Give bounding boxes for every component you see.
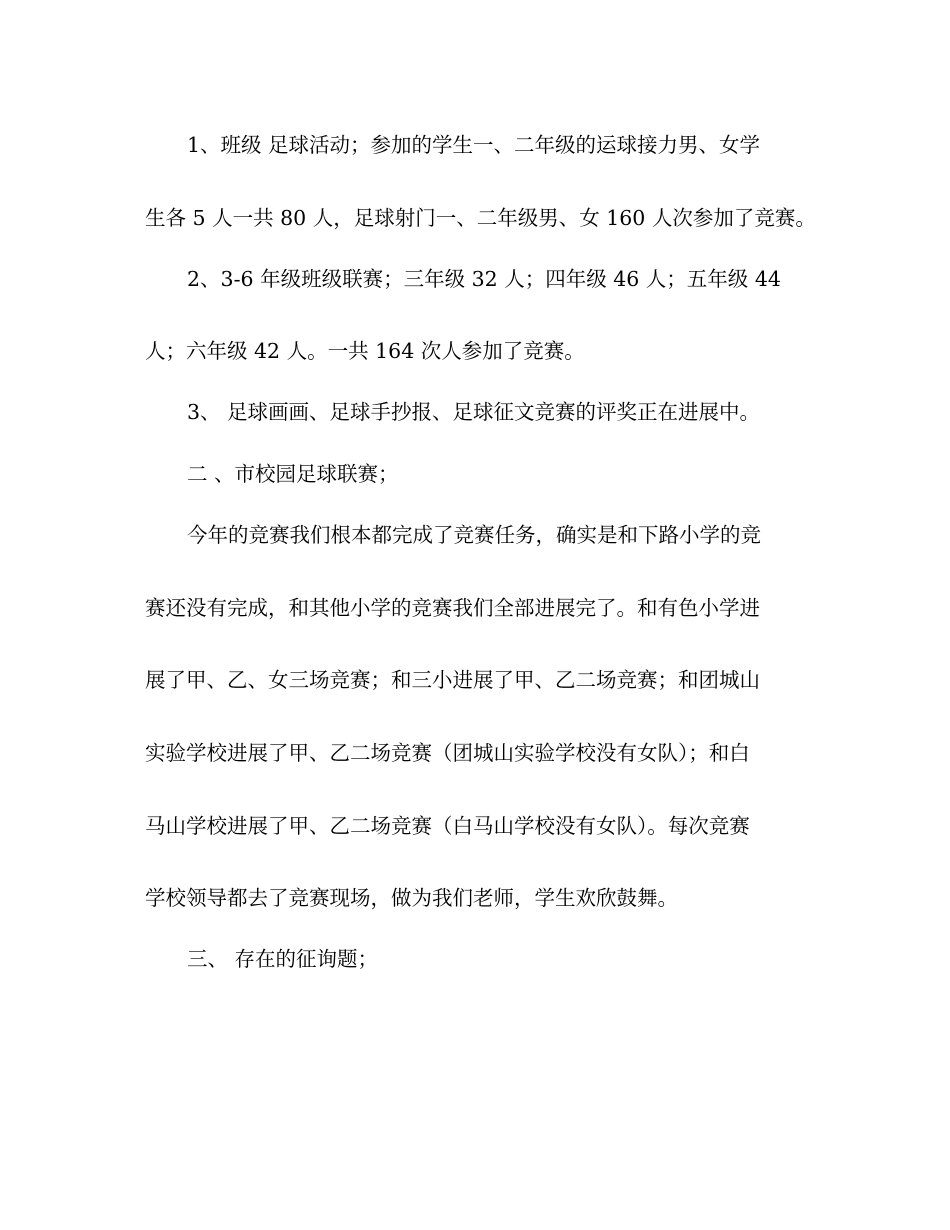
text-line-5: 3、 足球画画、足球手抄报、足球征文竞赛的评奖正在进展中。 [187, 400, 761, 424]
text-line-12: 学校领导都去了竞赛现场，做为我们老师，学生欢欣鼓舞。 [145, 886, 678, 910]
text-line-9: 展了甲、乙、女三场竞赛；和三小进展了甲、乙二场竞赛；和团城山 [145, 668, 760, 692]
text-line-11: 马山学校进展了甲、乙二场竞赛（白马山学校没有女队）。每次竞赛 [145, 814, 750, 838]
text-line-7: 今年的竞赛我们根本都完成了竞赛任务，确实是和下路小学的竞 [187, 523, 761, 547]
text-line-4: 人；六年级 42 人。一共 164 次人参加了竞赛。 [145, 339, 585, 363]
section-heading-3: 三、 存在的征询题； [187, 947, 379, 971]
text-line-2: 生各 5 人一共 80 人，足球射门一、二年级男、女 160 人次参加了竞赛。 [145, 206, 816, 230]
text-line-10: 实验学校进展了甲、乙二场竞赛（团城山实验学校没有女队）；和白 [145, 741, 750, 765]
text-line-8: 赛还没有完成，和其他小学的竞赛我们全部进展完了。和有色小学进 [145, 596, 760, 620]
text-line-1: 1、班级 足球活动；参加的学生一、二年级的运球接力男、女学 [187, 133, 761, 157]
section-heading-2: 二 、市校园足球联赛； [187, 462, 399, 486]
text-line-3: 2、3-6 年级班级联赛；三年级 32 人；四年级 46 人；五年级 44 [187, 267, 781, 291]
